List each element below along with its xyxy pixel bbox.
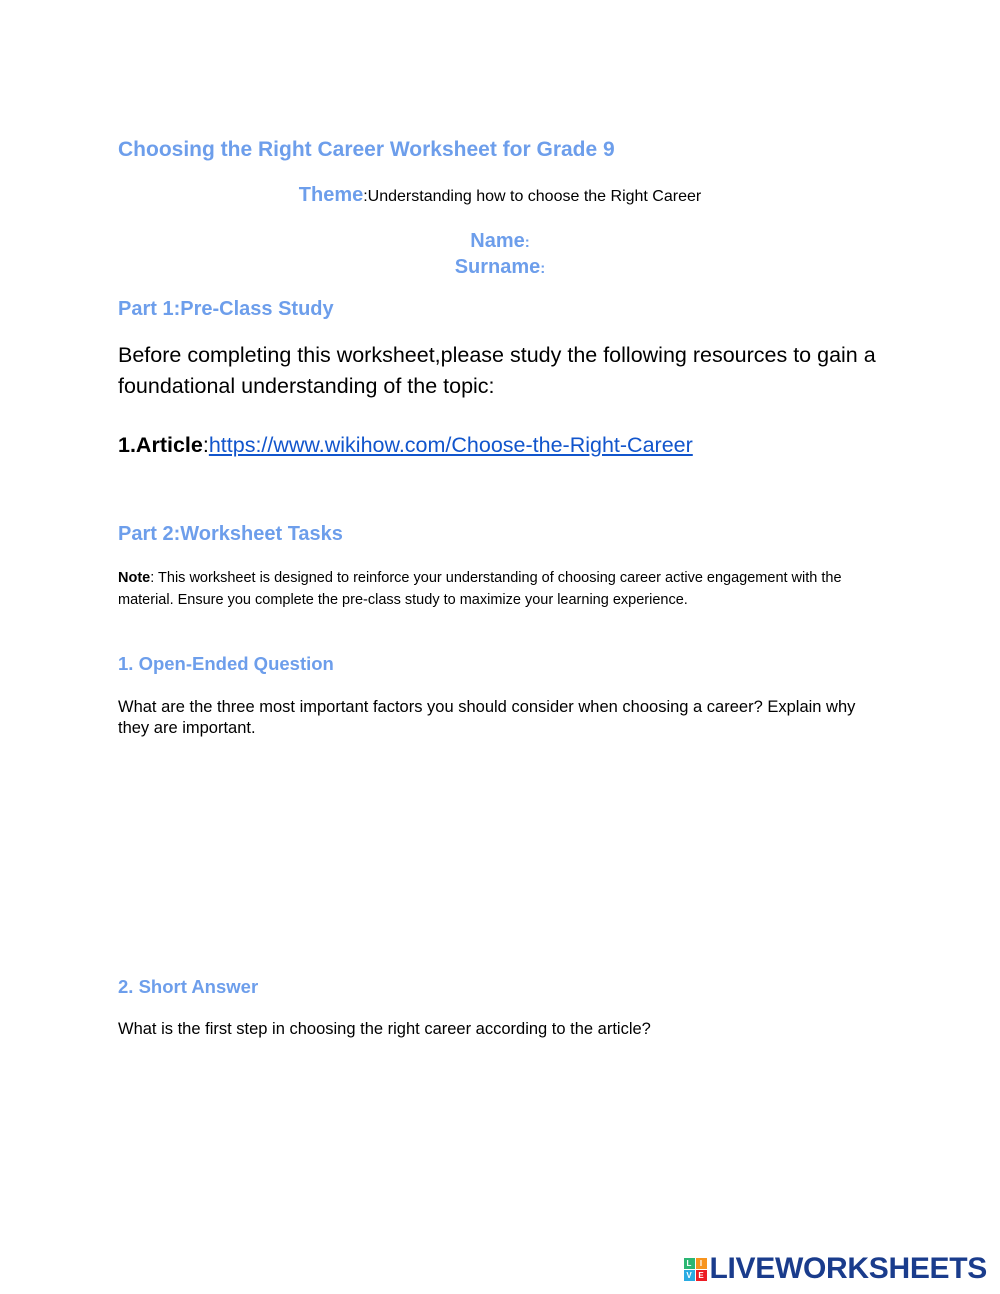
note-text: : This worksheet is designed to reinforce your understanding of choosing career active engagement with the material. Ensure you complete the pre-class study to maximize your learning experience. bbox=[118, 570, 842, 608]
q2-answer-area[interactable] bbox=[118, 1050, 888, 1220]
name-label: Name bbox=[470, 230, 525, 252]
worksheet-title: Choosing the Right Career Worksheet for Grade 9 bbox=[118, 138, 615, 161]
logo-block: L bbox=[684, 1258, 695, 1269]
logo-block: V bbox=[684, 1270, 695, 1281]
surname-colon: : bbox=[540, 260, 546, 277]
logo-block: I bbox=[696, 1258, 707, 1269]
q1-heading: 1. Open-Ended Question bbox=[118, 653, 334, 674]
name-colon: : bbox=[524, 234, 530, 251]
part2-note bbox=[118, 567, 888, 611]
logo-blocks-icon bbox=[684, 1258, 707, 1281]
theme-text: :Understanding how to choose the Right Career bbox=[363, 188, 702, 205]
logo-text: LIVEWORKSHEETS bbox=[709, 1252, 987, 1285]
part1-heading: Part 1:Pre-Class Study bbox=[118, 298, 334, 320]
part2-heading: Part 2:Worksheet Tasks bbox=[118, 523, 343, 545]
name-field[interactable] bbox=[0, 229, 1000, 255]
theme-label: Theme bbox=[298, 184, 364, 206]
article-label: 1.Article bbox=[118, 433, 203, 457]
q1-answer-area[interactable] bbox=[118, 750, 888, 950]
article-line bbox=[118, 433, 693, 458]
theme-line bbox=[0, 184, 1000, 207]
logo-block: E bbox=[696, 1270, 707, 1281]
liveworksheets-logo bbox=[684, 1252, 988, 1286]
part1-intro: Before completing this worksheet,please study the following resources to gain a foundational understanding of the topic: bbox=[118, 343, 876, 398]
note-label: Note bbox=[118, 570, 151, 586]
article-separator: : bbox=[202, 433, 209, 457]
article-link[interactable]: https://www.wikihow.com/Choose-the-Right-Career bbox=[208, 433, 693, 457]
name-fields bbox=[0, 229, 1000, 281]
surname-label: Surname bbox=[454, 256, 541, 278]
q2-heading: 2. Short Answer bbox=[118, 976, 259, 997]
q1-text: What are the three most important factors you should consider when choosing a career? Explain why they are important. bbox=[118, 698, 856, 737]
surname-field[interactable] bbox=[0, 255, 1000, 281]
q2-text: What is the first step in choosing the right career according to the article? bbox=[118, 1020, 651, 1038]
